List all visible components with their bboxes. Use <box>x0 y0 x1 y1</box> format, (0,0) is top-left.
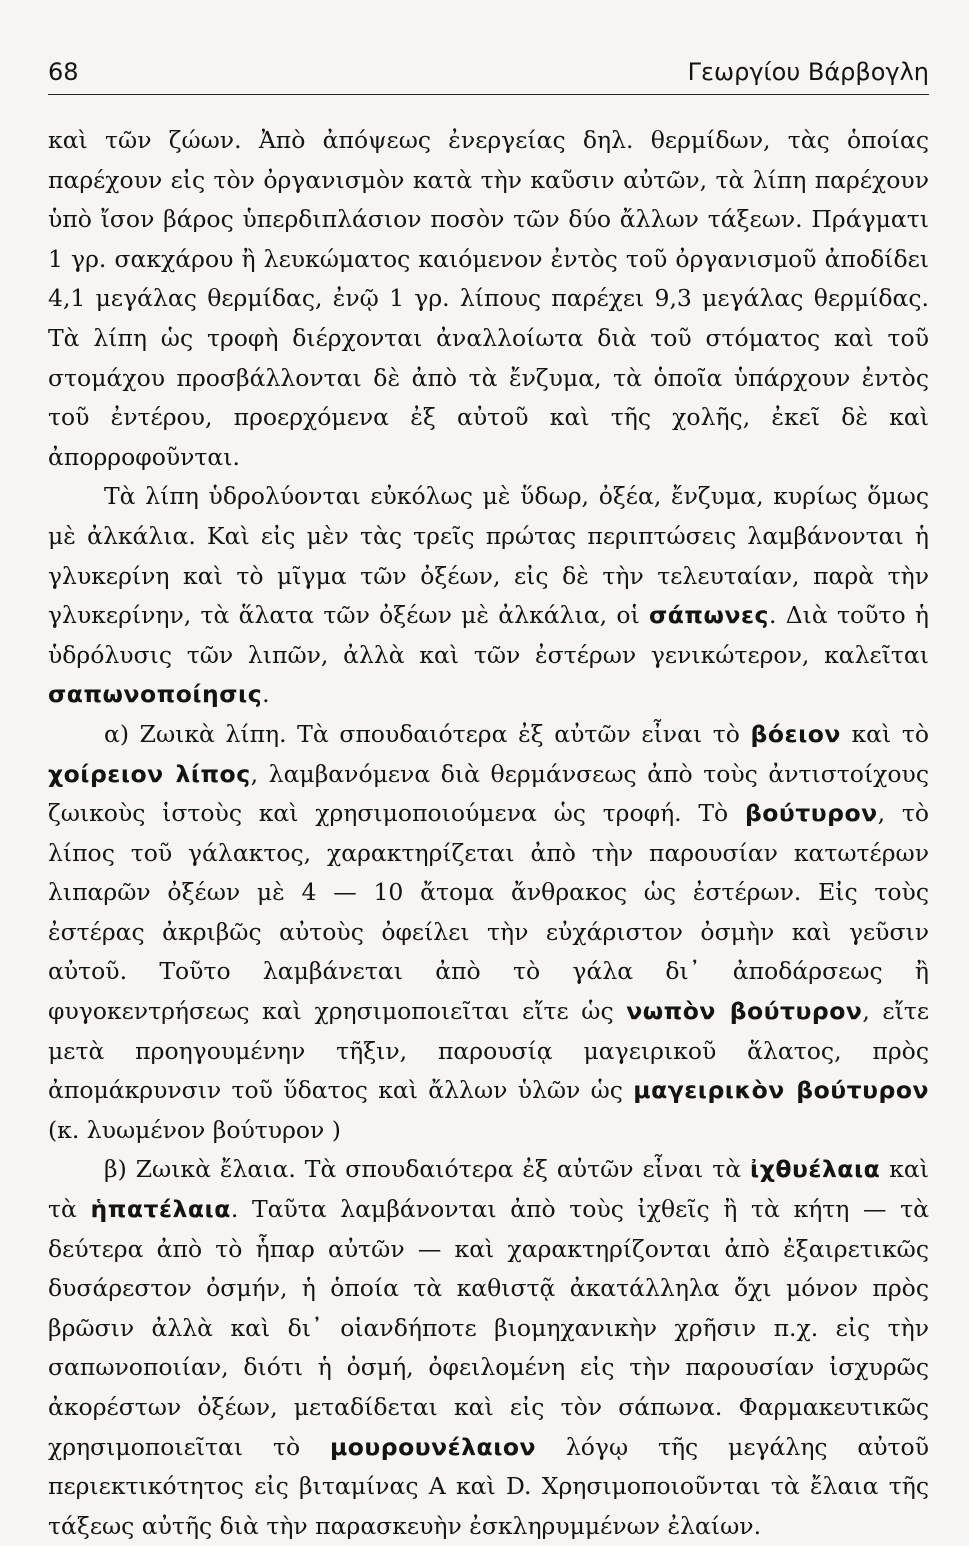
text-run: καὶ τὸ <box>840 719 929 748</box>
text-run: Τὰ λίπη ὑδρολύονται εὐκόλως μὲ ὕδωρ, ὀξέα, ἔνζυμα, κυρίως ὅμως μὲ ἀλκάλια. Καὶ εἰς μὲν τὰς τρεῖς πρώτας περιπτώσεις λαμβάνονται ἡ γλυκερίνη καὶ τὸ μῖγμα τῶν ὀξέων, εἰς δὲ τὴν τελευταίαν, παρὰ τὴν γλυκερίνην, τὰ ἅλατα τῶν ὀξέων μὲ ἀλκάλια, οἱ <box>48 482 929 630</box>
text-run: . Ταῦτα λαμβάνονται ἀπὸ τοὺς ἰχθεῖς ἢ τὰ κήτη — τὰ δεύτερα ἀπὸ τὸ ἧπαρ αὐτῶν — καὶ χαρακτηρίζονται ἀπὸ ἐξαιρετικῶς δυσάρεστον ὀσμήν, ἡ ὁποία τὰ καθιστᾷ ἀκατάλληλα ὄχι μόνον πρὸς βρῶσιν ἀλλὰ καὶ δι᾽ οἱανδήποτε βιομηχανικὴν χρῆσιν π.χ. εἰς τὴν σαπωνοποιίαν, διότι ἡ ὀσμή, ὀφειλομένη εἰς τὴν παρουσίαν ἰσχυρῶς ἀκορέστων ὀξέων, μεταδίδεται καὶ εἰς τὸν σάπωνα. Φαρμακευτικῶς χρησιμοποιεῖται τὸ <box>48 1195 929 1461</box>
text-run: . Διὰ τοῦτο ἡ ὑδρόλυσις τῶν λιπῶν, ἀλλὰ καὶ τῶν ἐστέρων γενικώτερον, καλεῖται <box>48 601 929 669</box>
bold-term: νωπὸν βούτυρον <box>626 997 863 1026</box>
text-run: καὶ τὰ <box>48 1155 929 1224</box>
text-run: (κ. λυωμένον βούτυρον ) <box>48 1115 341 1144</box>
text-run: , τὸ λίπος τοῦ γάλακτος, χαρακτηρίζεται ἀπὸ τὴν παρουσίαν κατωτέρων λιπαρῶν ὀξέων μὲ 4 — 10 ἄτομα ἄνθρακος ὡς ἐστέρων. Εἰς τοὺς ἐστέρας ἀκριβῶς αὐτοὺς ὀφείλει τὴν εὐχάριστον ὀσμὴν καὶ γεῦσιν αὐτοῦ. Τοῦτο λαμβάνεται ἀπὸ τὸ γάλα δι᾽ ἀποδάρσεως ἢ φυγοκεντρήσεως καὶ χρησιμοποιεῖται εἴτε ὡς <box>48 799 929 1026</box>
body-text <box>48 121 929 1546</box>
bold-term: ἰχθυέλαια <box>750 1155 881 1184</box>
bold-term: χοίρειον λίπος <box>48 759 251 788</box>
text-run: , εἴτε μετὰ προηγουμένην τῆξιν, παρουσίᾳ μαγειρικοῦ ἅλατος, πρὸς ἀπομάκρυνσιν τοῦ ὕδατος καὶ ἄλλων ὑλῶν ὡς <box>48 997 929 1105</box>
running-title: Γεωργίου Βάρβογλη <box>687 58 929 86</box>
bold-term: σαπωνοποίησις <box>48 680 263 709</box>
text-run: α) Ζωικὰ λίπη. Τὰ σπουδαιότερα ἐξ αὐτῶν εἶναι τὸ <box>104 719 751 748</box>
paragraph-intro <box>48 121 929 477</box>
bold-term: βούτυρον <box>744 799 878 828</box>
text-run: . <box>262 680 270 709</box>
paragraph-animal-fats <box>48 715 929 1151</box>
text-run: καὶ τῶν ζώων. Ἀπὸ ἀπόψεως ἐνεργείας δηλ. θερμίδων, τὰς ὁποίας παρέχουν εἰς τὸν ὀργανισμὸν κατὰ τὴν καῦσιν αὐτῶν, τὰ λίπη παρέχουν ὑπὸ ἴσον βάρος ὑπερδιπλάσιον ποσὸν τῶν δύο ἄλλων τάξεων. Πράγματι 1 γρ. σακχάρου ἢ λευκώματος καιόμενον ἐντὸς τοῦ ὀργανισμοῦ ἀποδίδει 4,1 μεγάλας θερμίδας, ἐνῷ 1 γρ. λίπους παρέχει 9,3 μεγάλας θερμίδας. Τὰ λίπη ὡς τροφὴ διέρχονται ἀναλλοίωτα διὰ τοῦ στόματος καὶ τοῦ στομάχου προσβάλλονται δὲ ἀπὸ τὰ ἔνζυμα, τὰ ὁποῖα ὑπάρχουν ἐντὸς τοῦ ἐντέρου, προερχόμενα ἐξ αὐτοῦ καὶ τῆς χολῆς, ἐκεῖ δὲ καὶ ἀπορροφοῦνται. <box>48 126 929 471</box>
bold-term: ἡπατέλαια <box>90 1195 231 1224</box>
paragraph-animal-oils <box>48 1150 929 1546</box>
header-rule <box>48 94 929 95</box>
text-run: λόγῳ τῆς μεγάλης αὐτοῦ περιεκτικότητος εἰς βιταμίνας A καὶ D. Χρησιμοποιοῦνται τὰ ἔλαια τῆς τάξεως αὐτῆς διὰ τὴν παρασκευὴν ἐσκληρυμμένων ἐλαίων. <box>48 1432 929 1540</box>
page-header <box>48 58 929 86</box>
page-number: 68 <box>48 58 79 86</box>
bold-term: βόειον <box>750 719 841 748</box>
bold-term: μουρουνέλαιον <box>329 1432 537 1461</box>
bold-term: σάπωνες <box>648 601 769 630</box>
paragraph-hydrolysis <box>48 477 929 715</box>
text-run: , λαμβανόμενα διὰ θερμάνσεως ἀπὸ τοὺς ἀντιστοίχους ζωικοὺς ἱστοὺς καὶ χρησιμοποιούμενα ὡς τροφή. Τὸ <box>48 759 930 828</box>
text-run: β) Ζωικὰ ἔλαια. Τὰ σπουδαιότερα ἐξ αὐτῶν εἶναι τὰ <box>104 1155 751 1184</box>
bold-term: μαγειρικὸν βούτυρον <box>633 1076 929 1105</box>
